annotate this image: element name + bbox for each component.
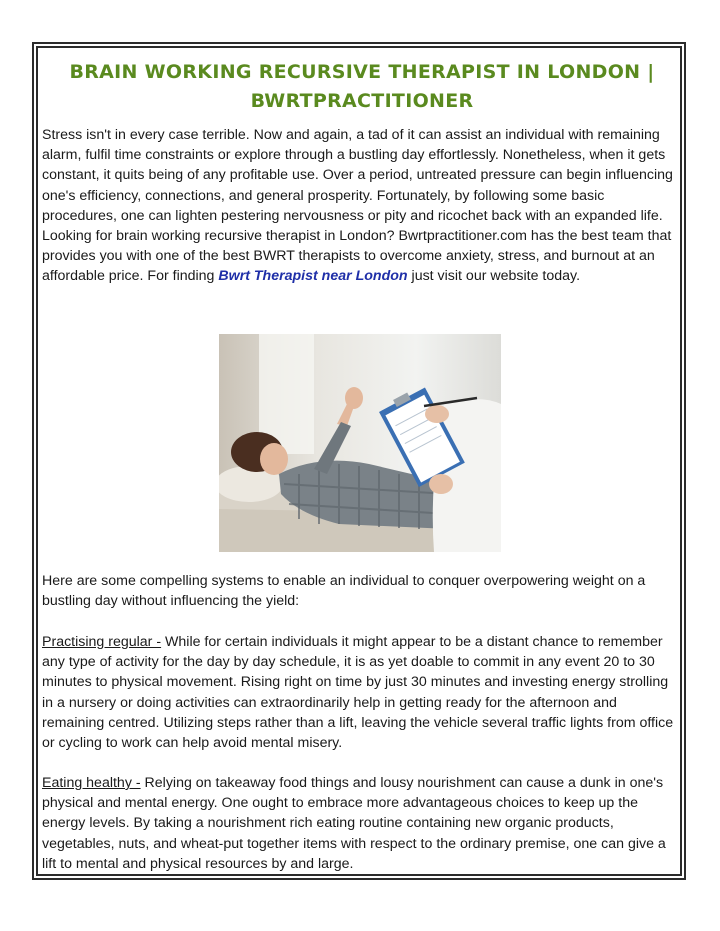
lead-paragraph: Here are some compelling systems to enable an individual to conquer overpowering weight on a bustling day without influencing the yield:: [42, 573, 646, 610]
section-body: While for certain individuals it might appear to be a distant chance to remember any type of activity for the day by day schedule, it is as yet doable to commit in any event 20 to 30 minutes to physical movement. Rising right on time by just 30 minutes and investing energy strolling in a nursery or doing activities can extraordinarily help in getting ready for the afternoon and remaining centred. Utilizing steps rather than a lift, leaving the vehicle several traffic lights from office or cycling to work can help avoid mental misery.: [42, 634, 674, 752]
section-practising-regular: [42, 632, 682, 753]
therapy-session-photo: [219, 334, 501, 552]
bwrt-therapist-link[interactable]: Bwrt Therapist near London: [218, 268, 408, 285]
section-heading: Practising regular -: [42, 634, 162, 650]
intro-text-end: just visit our website today.: [407, 268, 581, 285]
section-eating-healthy: [42, 773, 682, 874]
intro-text: Stress isn't in every case terrible. Now and again, a tad of it can assist an individual with remaining alarm, fulfil time constraints or explore through a bustling day effortlessly. Nonetheless, when it gets constant, it quits being of any profitable use. Over a period, untreated pressure can begin influencing one's efficiency, connections, and general prosperity. Fortunately, by following some basic procedures, one can lighten pestering nervousness or pity and ricochet back with an expanded life. Looking for brain working recursive therapist in London? Bwrtpractitioner.com has the best team that provides you with one of the best BWRT therapists to overcome anxiety, stress, and burnout at an affordable price. For finding: [42, 127, 673, 285]
section-heading: Eating healthy -: [42, 775, 141, 791]
intro-paragraph: [42, 125, 682, 287]
page-title: BRAIN WORKING RECURSIVE THERAPIST IN LONDON | BWRTPRACTITIONER: [69, 61, 655, 112]
section-body: Relying on takeaway food things and lousy nourishment can cause a dunk in one's physical and mental energy. One ought to embrace more advantageous choices to keep up the energy levels. By taking a nourishment rich eating routine containing new organic products, vegetables, nuts, and wheat-put together items with respect to the ordinary premise, one can give a lift to mental and physical resources by and large.: [42, 775, 666, 872]
article-header: [42, 58, 682, 287]
